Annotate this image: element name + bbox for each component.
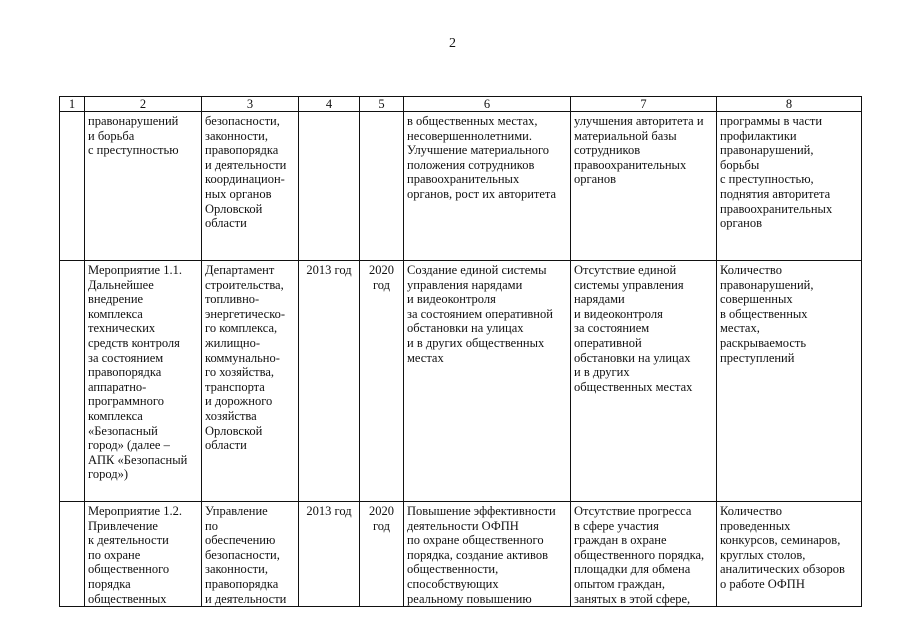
start-year-cell: 2013 год (299, 502, 360, 607)
header-cell-6: 6 (404, 97, 571, 112)
measure-name-cell: Мероприятие 1.1. Дальнейшее внедрение комплекса технических средств контроля за состоянием правопорядка аппаратно- программного комплекса «Безопасный город» (далее – АПК «Безопасный город») (85, 261, 202, 502)
executor-cell: Департамент строительства, топливно- энергетическо- го комплекса, жилищно- коммунально- го хозяйства, транспорта и дорожного хозяйства Орловской области (202, 261, 299, 502)
header-cell-5: 5 (360, 97, 404, 112)
row-number-cell (60, 261, 85, 502)
measure-name-cell: Мероприятие 1.2. Привлечение к деятельности по охране общественного порядка общественных (85, 502, 202, 607)
header-cell-7: 7 (571, 97, 717, 112)
end-year-cell (360, 112, 404, 261)
measure-name-cell: правонарушений и борьба с преступностью (85, 112, 202, 261)
header-cell-1: 1 (60, 97, 85, 112)
header-cell-2: 2 (85, 97, 202, 112)
table-row (60, 112, 862, 261)
consequences-cell: Отсутствие прогресса в сфере участия граждан в охране общественного порядка, площадки для обмена опытом граждан, занятых в этой сфере, (571, 502, 717, 607)
executor-cell: Управление по обеспечению безопасности, законности, правопорядка и деятельности (202, 502, 299, 607)
row-number-cell (60, 502, 85, 607)
header-cell-8: 8 (717, 97, 862, 112)
table-row (60, 502, 862, 607)
table-header-row (60, 97, 862, 112)
end-year-cell: 2020 год (360, 261, 404, 502)
indicator-link-cell: программы в части профилактики правонарушений, борьбы с преступностью, поднятия авторитета правоохранительных органов (717, 112, 862, 261)
header-cell-4: 4 (299, 97, 360, 112)
measures-table (59, 96, 862, 607)
indicator-link-cell: Количество проведенных конкурсов, семинаров, круглых столов, аналитических обзоров о работе ОФПН (717, 502, 862, 607)
consequences-cell: улучшения авторитета и материальной базы сотрудников правоохранительных органов (571, 112, 717, 261)
start-year-cell: 2013 год (299, 261, 360, 502)
row-number-cell (60, 112, 85, 261)
expected-result-cell: Повышение эффективности деятельности ОФПН по охране общественного порядка, создание активов общественности, способствующих реальному повышению (404, 502, 571, 607)
expected-result-cell: Создание единой системы управления нарядами и видеоконтроля за состоянием оперативной обстановки на улицах и в других общественных местах (404, 261, 571, 502)
executor-cell: безопасности, законности, правопорядка и деятельности координацион- ных органов Орловской области (202, 112, 299, 261)
page-number: 2 (449, 36, 456, 51)
start-year-cell (299, 112, 360, 261)
table-row (60, 261, 862, 502)
consequences-cell: Отсутствие единой системы управления нарядами и видеоконтроля за состоянием оперативной обстановки на улицах и в других общественных местах (571, 261, 717, 502)
indicator-link-cell: Количество правонарушений, совершенных в общественных местах, раскрываемость преступлений (717, 261, 862, 502)
expected-result-cell: в общественных местах, несовершеннолетними. Улучшение материального положения сотрудников правоохранительных органов, рост их авторитета (404, 112, 571, 261)
header-cell-3: 3 (202, 97, 299, 112)
end-year-cell: 2020 год (360, 502, 404, 607)
